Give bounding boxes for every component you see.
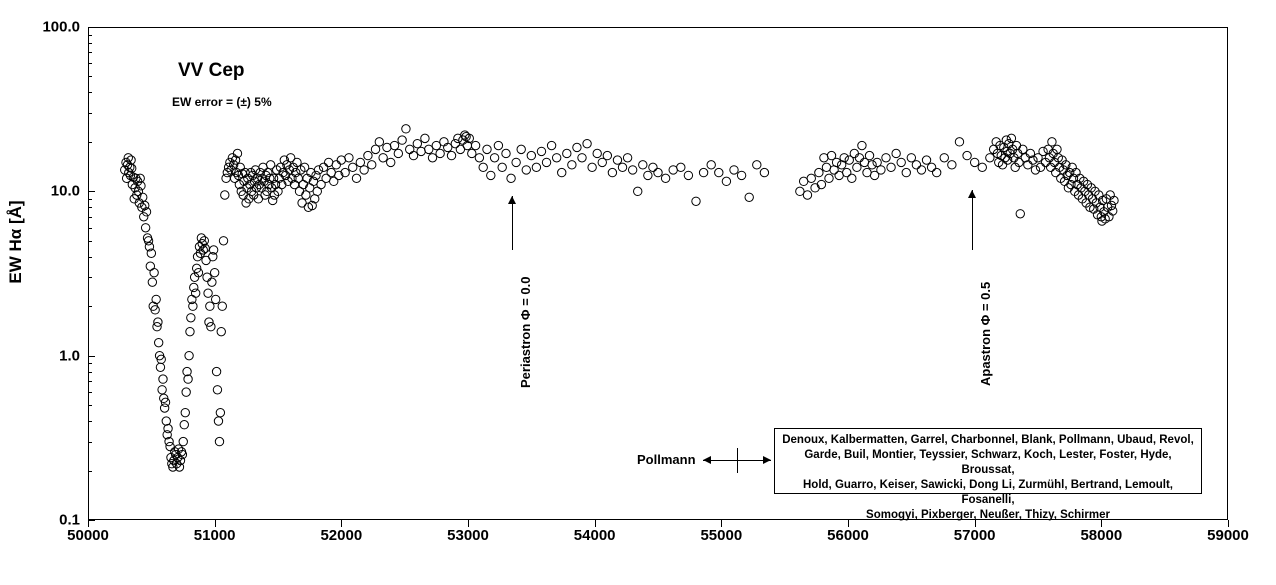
data-point xyxy=(868,161,876,169)
data-point xyxy=(707,161,715,169)
data-point xyxy=(882,154,890,162)
data-point xyxy=(212,367,220,375)
data-point xyxy=(406,145,414,153)
data-point xyxy=(160,404,168,412)
data-point xyxy=(398,136,406,144)
data-point xyxy=(425,145,433,153)
data-point xyxy=(205,318,213,326)
data-point xyxy=(593,149,601,157)
data-point xyxy=(1031,166,1039,174)
data-point xyxy=(186,327,194,335)
data-point xyxy=(144,237,152,245)
data-point xyxy=(206,302,214,310)
data-point xyxy=(383,143,391,151)
data-point xyxy=(409,151,417,159)
data-point xyxy=(352,174,360,182)
data-point xyxy=(375,138,383,146)
data-point xyxy=(613,156,621,164)
data-point xyxy=(623,154,631,162)
data-point xyxy=(179,437,187,445)
data-point xyxy=(146,262,154,270)
x-tick-label: 54000 xyxy=(573,527,616,544)
data-point xyxy=(948,161,956,169)
data-point xyxy=(522,166,530,174)
data-point xyxy=(955,138,963,146)
data-point xyxy=(825,174,833,182)
data-point xyxy=(298,199,306,207)
range-tick-icon xyxy=(737,448,738,473)
data-point xyxy=(204,289,212,297)
observer-line: Garde, Buil, Montier, Teyssier, Schwarz, Koch, Lester, Foster, Hyde, Broussat, xyxy=(804,449,1172,476)
data-point xyxy=(150,268,158,276)
data-point xyxy=(1036,163,1044,171)
data-point xyxy=(507,174,515,182)
data-point xyxy=(487,171,495,179)
x-tick-label: 52000 xyxy=(320,527,363,544)
data-point xyxy=(832,158,840,166)
data-point xyxy=(432,141,440,149)
data-point xyxy=(978,163,986,171)
data-point xyxy=(940,154,948,162)
data-point xyxy=(191,289,199,297)
data-point xyxy=(865,151,873,159)
y-axis-label: EW Hα [Å] xyxy=(6,200,25,284)
data-point xyxy=(140,213,148,221)
data-point xyxy=(986,154,994,162)
data-point xyxy=(917,166,925,174)
data-point xyxy=(221,191,229,199)
data-point xyxy=(337,156,345,164)
data-point xyxy=(219,237,227,245)
data-point xyxy=(268,196,276,204)
data-point xyxy=(164,424,172,432)
x-tick-label: 50000 xyxy=(67,527,109,544)
data-point xyxy=(154,338,162,346)
data-point xyxy=(394,149,402,157)
data-point xyxy=(608,168,616,176)
data-point xyxy=(618,163,626,171)
data-point xyxy=(517,145,525,153)
y-tick-label: 0.1 xyxy=(59,511,80,529)
data-point xyxy=(815,168,823,176)
data-point xyxy=(892,149,900,157)
data-point xyxy=(547,141,555,149)
data-point xyxy=(158,386,166,394)
data-point xyxy=(760,168,768,176)
data-point xyxy=(840,154,848,162)
data-point xyxy=(563,149,571,157)
data-point xyxy=(319,163,327,171)
data-point xyxy=(644,171,652,179)
data-point xyxy=(349,163,357,171)
observer-line: Hold, Guarro, Keiser, Sawicki, Dong Li, Zurmühl, Bertrand, Lemoult, Fosanelli, xyxy=(803,479,1173,506)
data-point xyxy=(494,141,502,149)
data-point xyxy=(379,154,387,162)
data-point xyxy=(573,143,581,151)
data-point xyxy=(152,295,160,303)
data-point xyxy=(436,149,444,157)
data-point xyxy=(314,166,322,174)
data-point xyxy=(1048,138,1056,146)
apastron-arrow xyxy=(972,190,973,250)
data-point xyxy=(603,151,611,159)
data-point xyxy=(451,139,459,147)
data-point xyxy=(578,154,586,162)
data-point xyxy=(699,168,707,176)
data-point xyxy=(715,168,723,176)
x-tick-label: 53000 xyxy=(447,527,489,544)
data-point xyxy=(190,283,198,291)
data-point xyxy=(447,151,455,159)
data-point xyxy=(203,273,211,281)
data-point xyxy=(1039,147,1047,155)
data-point xyxy=(211,295,219,303)
data-point xyxy=(588,163,596,171)
data-point xyxy=(811,184,819,192)
data-point xyxy=(1007,134,1015,142)
data-point xyxy=(182,388,190,396)
data-point xyxy=(468,149,476,157)
data-point xyxy=(639,161,647,169)
data-point xyxy=(364,151,372,159)
data-point xyxy=(368,161,376,169)
data-point xyxy=(843,168,851,176)
data-point xyxy=(479,163,487,171)
data-point xyxy=(692,197,700,205)
x-tick-label: 57000 xyxy=(953,527,996,544)
data-point xyxy=(218,302,226,310)
data-point xyxy=(552,154,560,162)
data-point xyxy=(490,154,498,162)
y-tick-label: 100.0 xyxy=(42,18,80,36)
data-point xyxy=(850,149,858,157)
data-point xyxy=(753,161,761,169)
observer-line: Denoux, Kalbermatten, Garrel, Charbonnel, Blank, Pollmann, Ubaud, Revol, xyxy=(782,434,1194,446)
data-point xyxy=(181,408,189,416)
data-point xyxy=(162,417,170,425)
data-point xyxy=(207,323,215,331)
data-point xyxy=(902,168,910,176)
data-point xyxy=(208,278,216,286)
data-point xyxy=(722,177,730,185)
x-tick-label: 56000 xyxy=(827,527,869,544)
data-point xyxy=(970,158,978,166)
data-point xyxy=(527,151,535,159)
periastron-label: Periastron Φ = 0.0 xyxy=(518,276,533,388)
data-point xyxy=(471,141,479,149)
data-point xyxy=(912,161,920,169)
data-point xyxy=(156,363,164,371)
data-point xyxy=(677,163,685,171)
data-point xyxy=(180,421,188,429)
data-point xyxy=(148,278,156,286)
data-point xyxy=(428,154,436,162)
data-point xyxy=(820,154,828,162)
data-point xyxy=(745,193,753,201)
data-point xyxy=(927,163,935,171)
data-point xyxy=(634,187,642,195)
chart-title: VV Cep xyxy=(178,60,245,81)
data-point xyxy=(922,156,930,164)
y-tick-label: 1.0 xyxy=(59,347,80,365)
apastron-label: Apastron Φ = 0.5 xyxy=(978,281,993,386)
x-tick-label: 55000 xyxy=(700,527,743,544)
data-point xyxy=(213,386,221,394)
data-point xyxy=(360,166,368,174)
data-point xyxy=(532,163,540,171)
observers-legend xyxy=(774,428,1202,521)
data-point xyxy=(214,417,222,425)
data-point xyxy=(583,139,591,147)
data-point xyxy=(853,163,861,171)
data-point xyxy=(817,180,825,188)
data-point xyxy=(210,268,218,276)
data-point xyxy=(1016,210,1024,218)
data-point xyxy=(222,174,230,182)
observer-line: Somogyi, Pixberger, Neußer, Thizy, Schirmer xyxy=(866,509,1110,521)
chart-subtitle: EW error = (±) 5% xyxy=(172,95,272,109)
data-point xyxy=(498,163,506,171)
data-point xyxy=(803,191,811,199)
data-point xyxy=(877,166,885,174)
data-point xyxy=(387,158,395,166)
data-point xyxy=(475,154,483,162)
data-point xyxy=(558,168,566,176)
data-point xyxy=(858,141,866,149)
data-point xyxy=(848,174,856,182)
data-point xyxy=(332,161,340,169)
data-point xyxy=(887,163,895,171)
data-point xyxy=(402,125,410,133)
data-point xyxy=(855,154,863,162)
data-point xyxy=(166,442,174,450)
data-point xyxy=(568,161,576,169)
periastron-arrow xyxy=(512,196,513,250)
data-point xyxy=(141,224,149,232)
data-point xyxy=(537,147,545,155)
x-tick-label: 51000 xyxy=(193,527,236,544)
data-point xyxy=(628,166,636,174)
data-point xyxy=(730,166,738,174)
data-point xyxy=(483,145,491,153)
data-point xyxy=(185,351,193,359)
x-tick-label: 59000 xyxy=(1207,527,1249,544)
data-point xyxy=(187,314,195,322)
data-point xyxy=(654,168,662,176)
data-point xyxy=(217,327,225,335)
data-point xyxy=(390,141,398,149)
y-tick-label: 10.0 xyxy=(50,182,80,200)
data-point xyxy=(737,171,745,179)
data-point xyxy=(512,158,520,166)
data-point xyxy=(345,154,353,162)
data-point xyxy=(684,171,692,179)
data-point xyxy=(502,149,510,157)
data-point xyxy=(963,151,971,159)
data-point xyxy=(417,147,425,155)
data-point xyxy=(807,174,815,182)
data-point xyxy=(897,158,905,166)
data-point xyxy=(413,139,421,147)
data-point xyxy=(649,163,657,171)
data-point xyxy=(542,158,550,166)
data-point xyxy=(159,375,167,383)
data-point xyxy=(330,177,338,185)
x-tick-label: 58000 xyxy=(1080,527,1123,544)
data-point xyxy=(1024,161,1032,169)
data-point xyxy=(661,174,669,182)
data-point xyxy=(216,408,224,416)
data-point xyxy=(299,180,307,188)
data-point xyxy=(796,187,804,195)
pollmann-label: Pollmann xyxy=(637,452,696,467)
data-point xyxy=(932,168,940,176)
data-point xyxy=(421,134,429,142)
data-point xyxy=(215,437,223,445)
